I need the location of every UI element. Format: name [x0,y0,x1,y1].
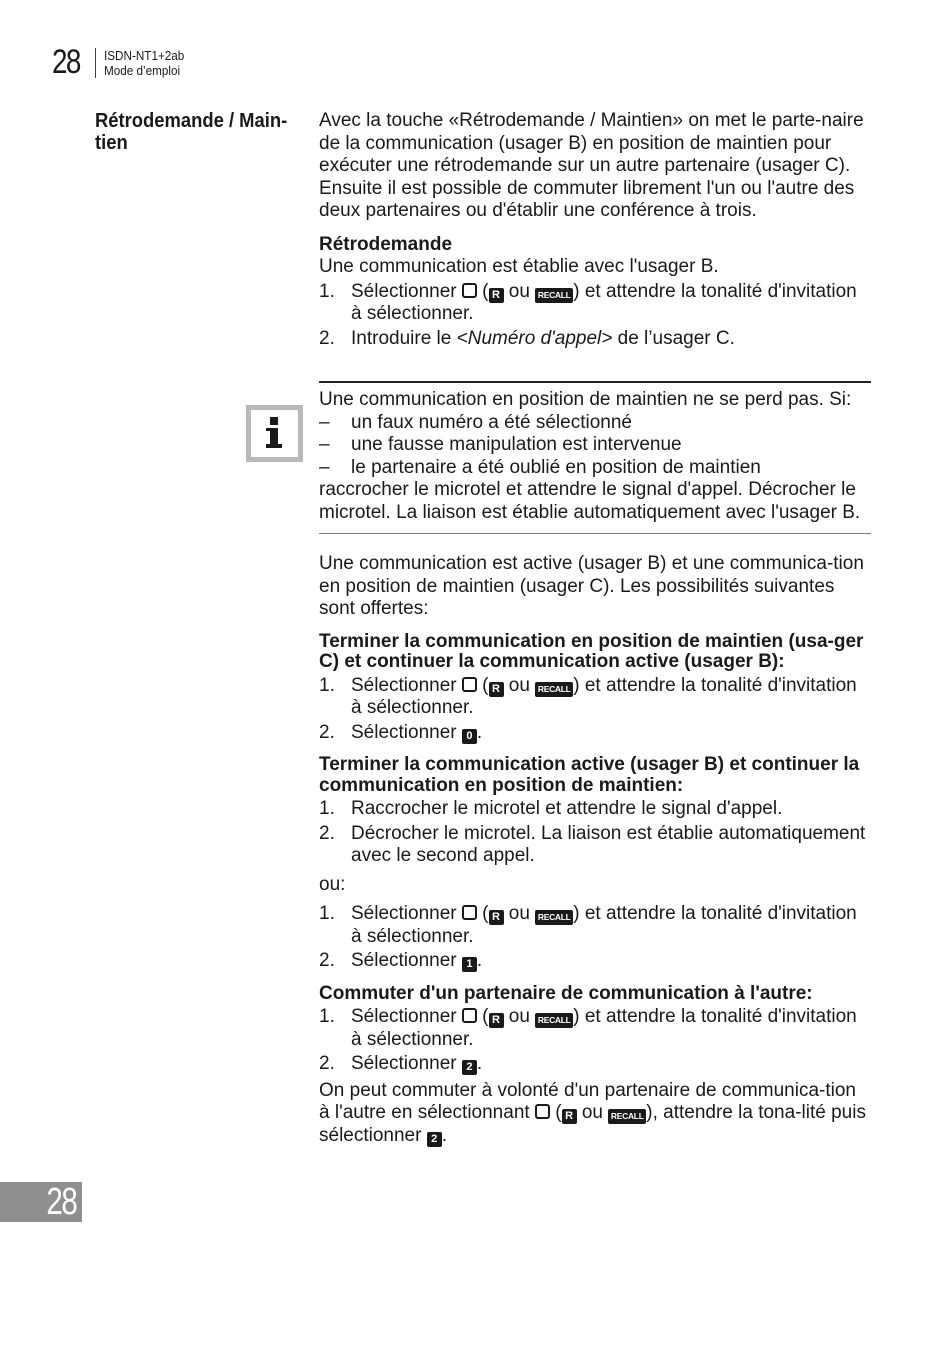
recall-key-icon: RECALL [608,1109,646,1124]
r-key-icon: R [562,1109,577,1124]
section3-heading: Commuter d'un partenaire de communication à l'autre: [319,982,813,1004]
active-lead: Une communication est active (usager B) et une communica-tion en position de maintien (usager C). Les possibilités suivantes sont offertes: [319,553,864,619]
header-manual-title: Mode d’emploi [104,63,181,78]
section3-steps [319,1006,871,1076]
intro-paragraph: Avec la touche «Rétrodemande / Maintien» on met le parte-naire de la communication (usager B) en position de maintien pour exécuter une rétrodemande sur un autre partenaire (usager C). Ensuite il est possible de commuter librement l'un ou l'autre des deux partenaires ou d'établir une conférence à trois. [319,110,864,221]
section-side-title: Rétrodemande / Main-tien [95,110,288,154]
zero-key-icon: 0 [462,729,477,744]
or-label: ou: [319,873,346,895]
list-item: – le partenaire a été oublié en position de maintien [319,456,761,478]
list-item: – une fausse manipulation est intervenue [319,434,682,455]
note-box [319,381,871,534]
page-number-tab: 28 [0,1182,82,1222]
two-key-icon: 2 [462,1060,477,1075]
retro-heading: Rétrodemande [319,233,453,255]
note-line1: Une communication en position de maintien ne se perd pas. Si: [319,389,852,410]
main-content [319,110,871,1147]
recall-key-icon: RECALL [535,682,573,697]
list-item: 1. Sélectionner ( R ou RECALL ) et attendre la tonalité d'invitation à sélectionner. [319,1006,857,1050]
list-item: 1. Sélectionner ( R ou RECALL ) et attendre la tonalité d'invitation à sélectionner. [319,280,857,324]
section2-heading: Terminer la communication active (usager B) et continuer la communication en position de maintien: [319,754,860,796]
section1-steps [319,675,871,745]
header-page-number: 28 [52,43,80,81]
section1-heading: Terminer la communication en position de maintien (usa-ger C) et continuer la communication active (usager B): [319,630,864,672]
list-item: 2. Sélectionner 2 . [319,1053,483,1074]
r-key-icon: R [489,682,504,697]
list-item: 1. Sélectionner ( R ou RECALL ) et attendre la tonalité d'invitation à sélectionner. [319,674,857,718]
info-icon [246,405,303,462]
section2-alt-steps [319,903,871,973]
list-item: 1. Raccrocher le microtel et attendre le signal d'appel. [319,798,783,819]
hold-key-icon [462,905,477,920]
recall-key-icon: RECALL [535,288,573,303]
retro-lead: Une communication est établie avec l'usager B. [319,256,719,277]
r-key-icon: R [489,910,504,925]
retro-steps [319,281,871,351]
hold-key-icon [462,283,477,298]
recall-key-icon: RECALL [535,1013,573,1028]
hold-key-icon [535,1104,550,1119]
note-closing: raccrocher le microtel et attendre le signal d'appel. Décrocher le microtel. La liaison est établie automatiquement avec l'usager B. [319,479,861,523]
list-item: 2. Décrocher le microtel. La liaison est établie automatiquement avec le second appel. [319,822,866,866]
list-item: 2. Sélectionner 1 . [319,950,483,971]
section2-steps [319,798,871,868]
two-key-icon: 2 [427,1132,442,1147]
hold-key-icon [462,1008,477,1023]
list-item: – un faux numéro a été sélectionné [319,411,632,433]
section3-closing: On peut commuter à volonté d'un partenaire de communica-tion à l'autre en sélectionnant ( R ou RECALL ), attendre la tona-lité puis sélectionner 2 . [319,1079,866,1146]
r-key-icon: R [489,1013,504,1028]
hold-key-icon [462,677,477,692]
list-item: 1. Sélectionner ( R ou RECALL ) et attendre la tonalité d'invitation à sélectionner. [319,903,857,947]
r-key-icon: R [489,288,504,303]
one-key-icon: 1 [462,957,477,972]
recall-key-icon: RECALL [535,910,573,925]
list-item: 2. Sélectionner 0 . [319,721,483,743]
header-product-title: ISDN-NT1+2ab [104,48,185,63]
header-separator [95,48,96,78]
list-item: 2. Introduire le <Numéro d'appel> de l’usager C. [319,327,735,349]
